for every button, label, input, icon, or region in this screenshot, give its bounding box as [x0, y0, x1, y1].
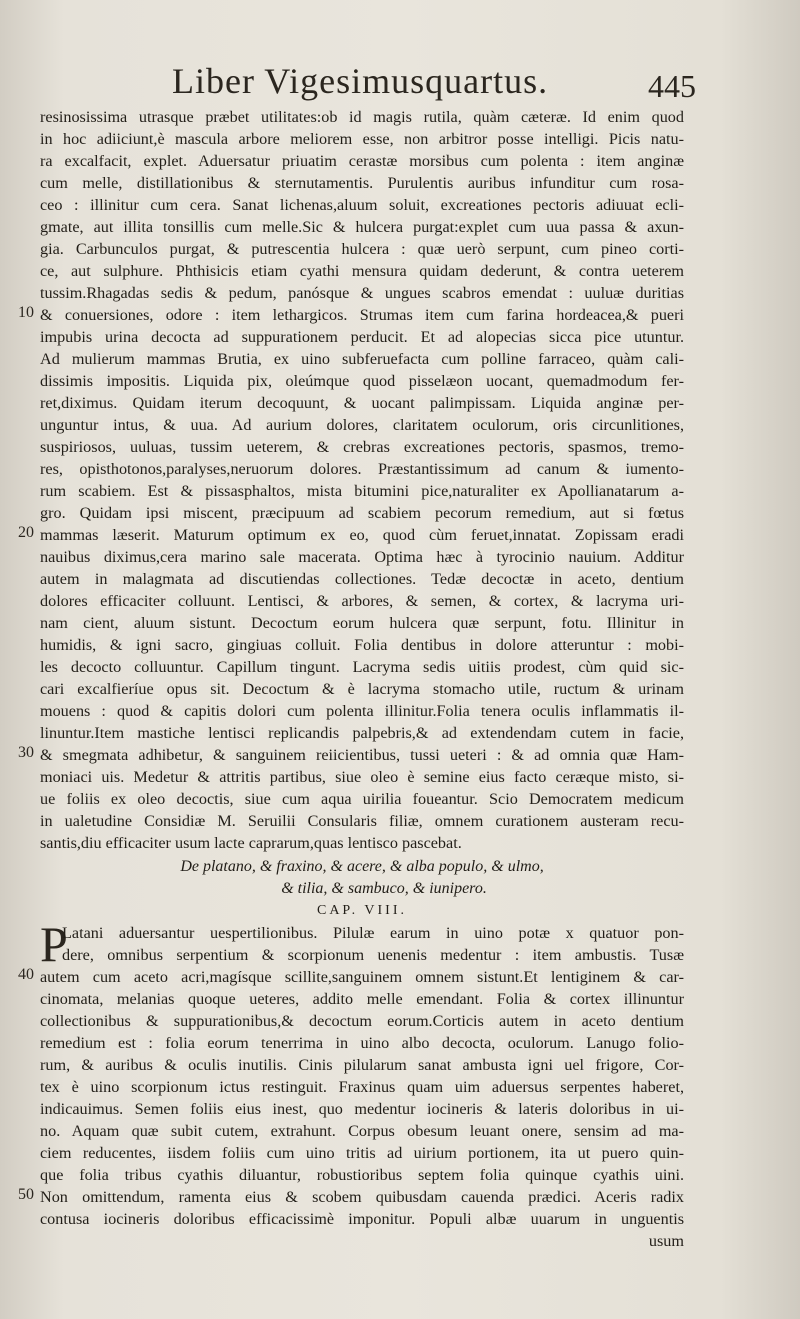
text-line: & conuersiones, odore : item lethargicos. Strumas item cum farina hordeacea,& pueri — [40, 306, 684, 324]
section-heading-line-2: & tilia, & sambuco, & iunipero. — [281, 880, 487, 897]
text-line: & smegmata adhibetur, & sanguinem reiicientibus, tussi ueteri : & ad omnia quæ Ham- — [40, 746, 684, 764]
text-line: santis,diu efficaciter usum lacte caprarum,quas lentisco pascebat. — [40, 834, 462, 852]
text-line: gmate, aut illita tonsillis cum melle.Sic & hulcera purgat:explet cum uua passa & axun- — [40, 218, 684, 236]
text-line: unguntur intus, & uua. Ad aurium dolores, claritatem oculorum, oris circunlitiones, — [40, 416, 684, 434]
text-line: dissimis impositis. Liquida pix, oleúmque quod pisselæon uocant, quemadmodum fer- — [40, 372, 684, 390]
text-line: les decocto colluuntur. Capillum tingunt. Lacryma sedis uitiis prodest, cùm quid sic- — [40, 658, 684, 676]
text-line: ret,diximus. Quidam iterum decoquunt, & uocant palimpissam. Liquida anginæ per- — [40, 394, 684, 412]
text-line: rum, & auribus & oculis inutilis. Cinis pilularum sanat ambusta igni uel frigore, Cor- — [40, 1056, 684, 1074]
text-line: ceo : illinitur cum cera. Sanat lichenas,aluum soluit, excreationes pectoris adiuuat ecli- — [40, 196, 684, 214]
chapter-drop-capital: P — [40, 916, 68, 972]
chapter-label: CAP. VIII. — [316, 903, 408, 918]
text-line: linuntur.Item mastiche lentisci replicandis palpebris,& ad extendendam cutem in facie, — [40, 724, 684, 742]
text-line: no. Aquam quæ subit cutem, extrahunt. Corpus obesum leuant onere, sensim ad ma- — [40, 1122, 684, 1140]
section-heading-line-1: De platano, & fraxino, & acere, & alba populo, & ulmo, — [180, 858, 544, 875]
text-line: indicauimus. Semen foliis eius inest, quo medentur iocineris & lateris doloribus in ui- — [40, 1100, 684, 1118]
text-line: suspiriosos, uuluas, tussim ueterem, & crebras excreationes pectoris, spasmos, tremo- — [40, 438, 684, 456]
text-line: Latani aduersantur uespertilionibus. Pilulæ earum in uino potæ x quatuor pon- — [62, 924, 684, 942]
margin-line-number: 10 — [18, 304, 34, 321]
text-line: moniaci uis. Medetur & attritis partibus, siue oleo è semine eius facto ceræque misto, si- — [40, 768, 684, 786]
text-line: dere, omnibus serpentium & scorpionum uenenis medentur : item ambustis. Tusæ — [62, 946, 684, 964]
text-line: gia. Carbunculos purgat, & putrescentia hulcera : quæ uerò serpunt, cum pineo corti- — [40, 240, 684, 258]
text-line: Non omittendum, ramenta eius & scobem quibusdam cauenda prædici. Aceris radix — [40, 1188, 684, 1206]
text-line: dolores efficaciter colluunt. Lentisci, & arbores, & semen, & cortex, & lacryma uri- — [40, 592, 684, 610]
text-line: in ualetudine Considiæ M. Seruilii Consularis filiæ, omnem curationem austeram recu- — [40, 812, 684, 830]
text-line: ue foliis ex oleo decoctis, siue cum aqua uirilia foueantur. Scio Democratem medicum — [40, 790, 684, 808]
text-line: ce, aut sulphure. Phthisicis etiam cyathi mensura quidam dederunt, & contra ueterem — [40, 262, 684, 280]
margin-line-number: 40 — [18, 966, 34, 983]
text-line: resinosissima utrasque præbet utilitates:ob id magis rutila, quàm cæteræ. Id enim quod — [40, 108, 684, 126]
margin-line-number: 20 — [18, 524, 34, 541]
text-line: mammas læserit. Maturum optimum ex eo, quod cùm feruet,innatat. Zopissam eradi — [40, 526, 684, 544]
catchword: usum — [648, 1232, 684, 1250]
text-line: autem cum aceto acri,magísque scillite,sanguinem omnem sistunt.Et lentiginem & car- — [40, 968, 684, 986]
text-line: humidis, & igni sacro, gingiuas colluit. Folia dentibus in dolore atteruntur : mobi- — [40, 636, 684, 654]
text-line: nauibus diximus,cera marino sale macerata. Optima hæc à tyrocinio nauium. Additur — [40, 548, 684, 566]
text-line: nam cient, aluum sistunt. Decoctum eorum hulcera quæ serpunt, fotu. Illinitur in — [40, 614, 684, 632]
page-number: 445 — [648, 68, 696, 104]
text-line: Ad mulierum mammas Brutia, ex uino subferuefacta cum polline farraceo, quàm cali- — [40, 350, 684, 368]
text-line: res, opisthotonos,paralyses,neruorum dolores. Præstantissimum ad canum & iumento- — [40, 460, 684, 478]
text-line: mouens : quod & capitis dolori cum polenta illinitur.Folia tenera oculis inflammatis il- — [40, 702, 684, 720]
text-line: impubis urina decocta ad suppurationem perducit. Et ad alopecias sicca pice utuntur. — [40, 328, 684, 346]
text-line: remedium est : folia eorum tenerrima in uino albo decocta, oculorum. Lanugo folio- — [40, 1034, 684, 1052]
text-line: que folia tribus cyathis diluantur, robustioribus septem folia quinque cyathis uini. — [40, 1166, 684, 1184]
text-line: ra excalfacit, explet. Aduersatur priuatim cerastæ morsibus cum polenta : item anginæ — [40, 152, 684, 170]
text-line: rum scabiem. Est & pissasphaltos, mista bitumini pice,naturaliter ex Apollianatarum a- — [40, 482, 684, 500]
text-line: contusa iocineris doloribus efficacissimè imponitur. Populi albæ uuarum in unguentis — [40, 1210, 684, 1228]
text-line: cinomata, melanias quoque ueteres, addito melle emendant. Folia & cortex illinuntur — [40, 990, 684, 1008]
text-line: gro. Quidam ipsi miscent, præcipuum ad scabiem pecorum remedium, aut si fœtus — [40, 504, 684, 522]
text-line: collectionibus & suppurationibus,& decoctum eorum.Corticis autem in aceto dentium — [40, 1012, 684, 1030]
text-line: tussim.Rhagadas sedis & pedum, panósque & ungues scabros emendat : uuluæ duritias — [40, 284, 684, 302]
text-line: ciem reducentes, iisdem foliis cum uino tritis ad uirium portionem, ita ut puero quin- — [40, 1144, 684, 1162]
text-line: tex è uino scorpionum ictus restinguit. Fraxinus quam uim aduersus serpentes haberet, — [40, 1078, 684, 1096]
margin-line-number: 50 — [18, 1186, 34, 1203]
text-line: in hoc adiiciunt,è mascula arbore meliorem esse, non arbitror posse intelligi. Picis natu- — [40, 130, 684, 148]
running-head-title: Liber Vigesimusquartus. — [172, 61, 549, 101]
margin-line-number: 30 — [18, 744, 34, 761]
text-line: cum melle, distillationibus & sternutamentis. Purulentis auribus infunditur cum rosa- — [40, 174, 684, 192]
text-line: autem in malagmata ad discutiendas collectiones. Tedæ decoctæ in aceto, dentium — [40, 570, 684, 588]
text-line: cari excalfieríue opus sit. Decoctum & è lacryma stomacho utile, ructum & urinam — [40, 680, 684, 698]
